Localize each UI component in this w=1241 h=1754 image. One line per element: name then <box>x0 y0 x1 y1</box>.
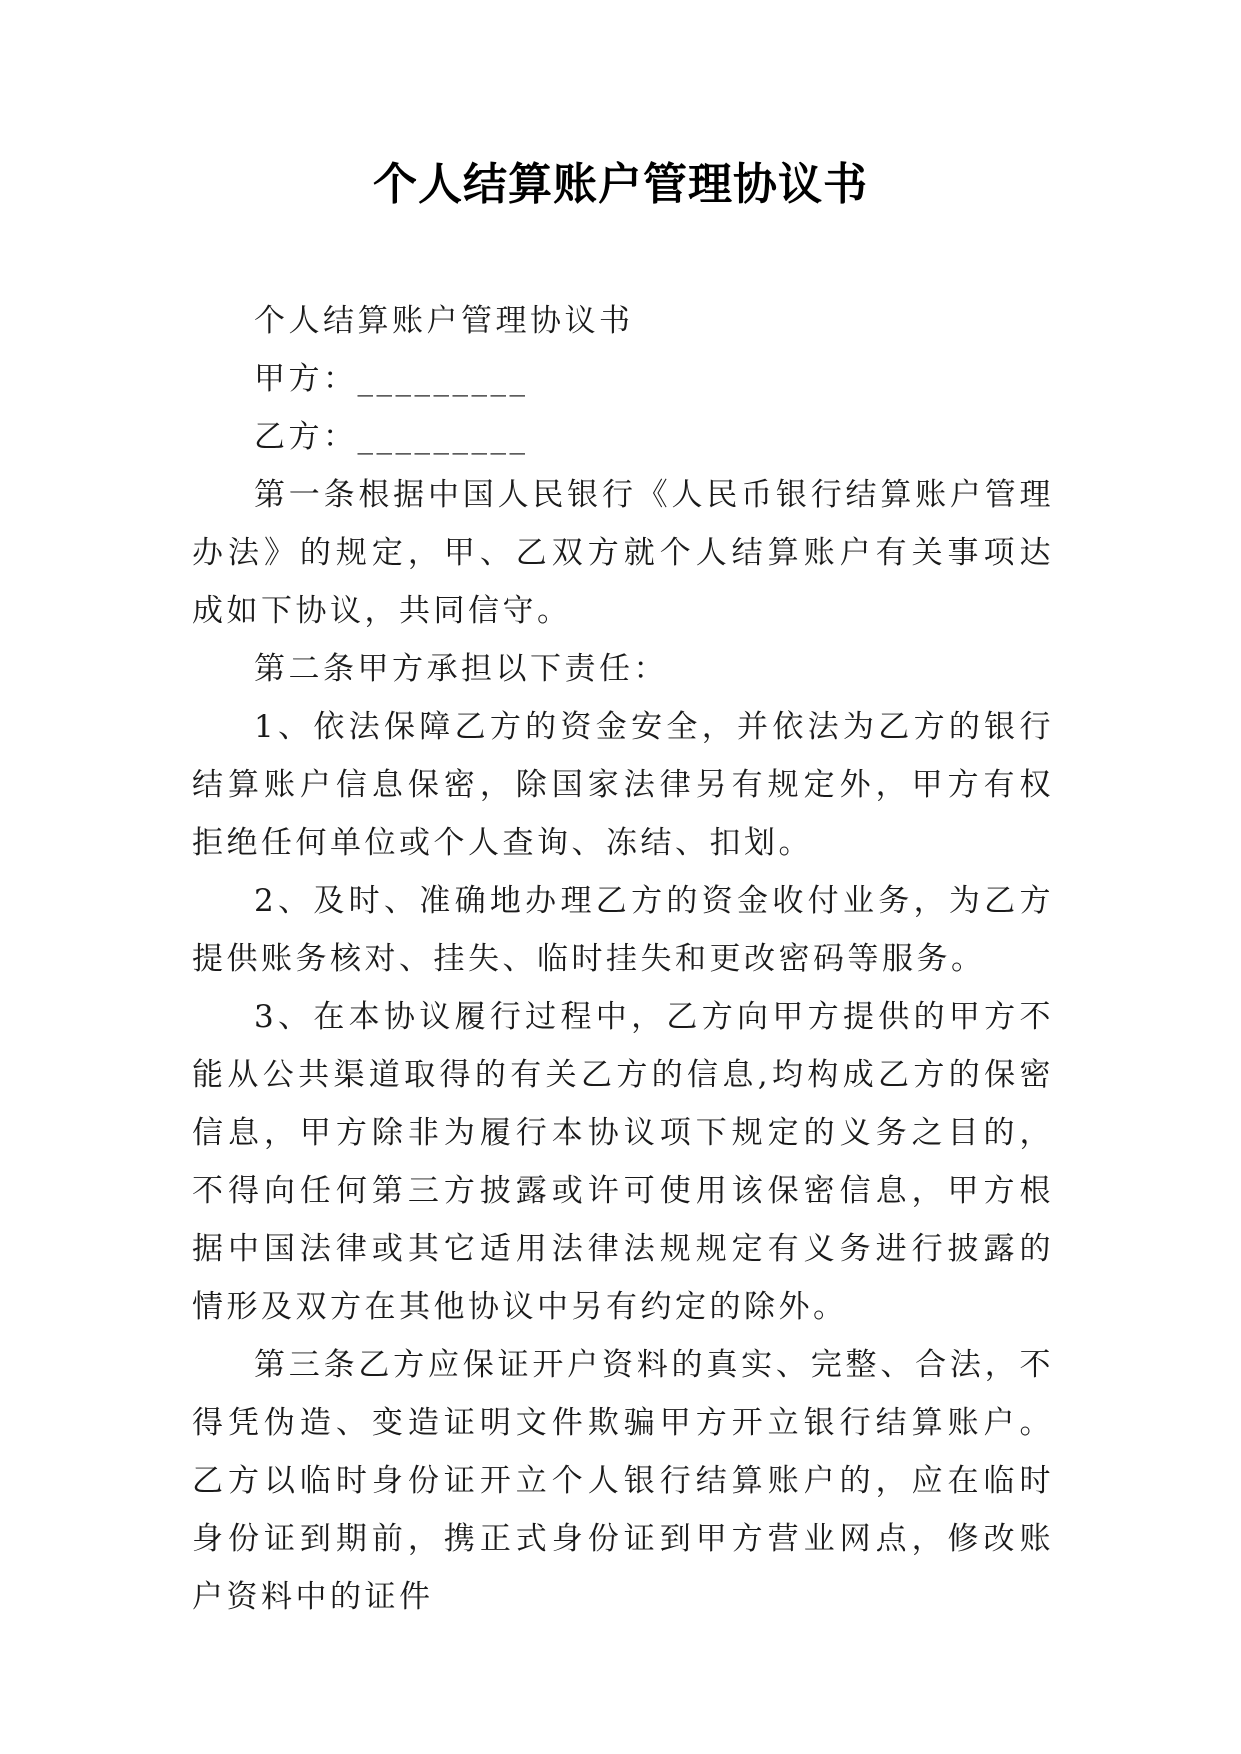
document-body <box>192 292 1054 1626</box>
paragraph-heading: 个人结算账户管理协议书 <box>254 303 634 339</box>
article-2-heading: 第二条甲方承担以下责任： <box>254 651 668 687</box>
article-2-item-3: 3、在本协议履行过程中，乙方向甲方提供的甲方不能从公共渠道取得的有关乙方的信息,均构成乙方的保密信息，甲方除非为履行本协议项下规定的义务之目的，不得向任何第三方披露或许可使用该保密信息，甲方根据中国法律或其它适用法律法规规定有义务进行披露的情形及双方在其他协议中另有约定的除外。 <box>192 999 1054 1325</box>
article-2-item-1: 1、依法保障乙方的资金安全，并依法为乙方的银行结算账户信息保密，除国家法律另有规定外，甲方有权拒绝任何单位或个人查询、冻结、扣划。 <box>192 709 1054 861</box>
article-2-item-2: 2、及时、准确地办理乙方的资金收付业务，为乙方提供账务核对、挂失、临时挂失和更改密码等服务。 <box>192 883 1054 977</box>
document-title: 个人结算账户管理协议书 <box>373 159 868 210</box>
party-b-line: 乙方：_________ <box>254 419 529 455</box>
article-1: 第一条根据中国人民银行《人民币银行结算账户管理办法》的规定，甲、乙双方就个人结算账户有关事项达成如下协议，共同信守。 <box>192 477 1054 629</box>
party-a-line: 甲方：_________ <box>254 361 529 397</box>
article-3: 第三条乙方应保证开户资料的真实、完整、合法，不得凭伪造、变造证明文件欺骗甲方开立银行结算账户。乙方以临时身份证开立个人银行结算账户的，应在临时身份证到期前，携正式身份证到甲方营业网点，修改账户资料中的证件 <box>192 1347 1054 1615</box>
